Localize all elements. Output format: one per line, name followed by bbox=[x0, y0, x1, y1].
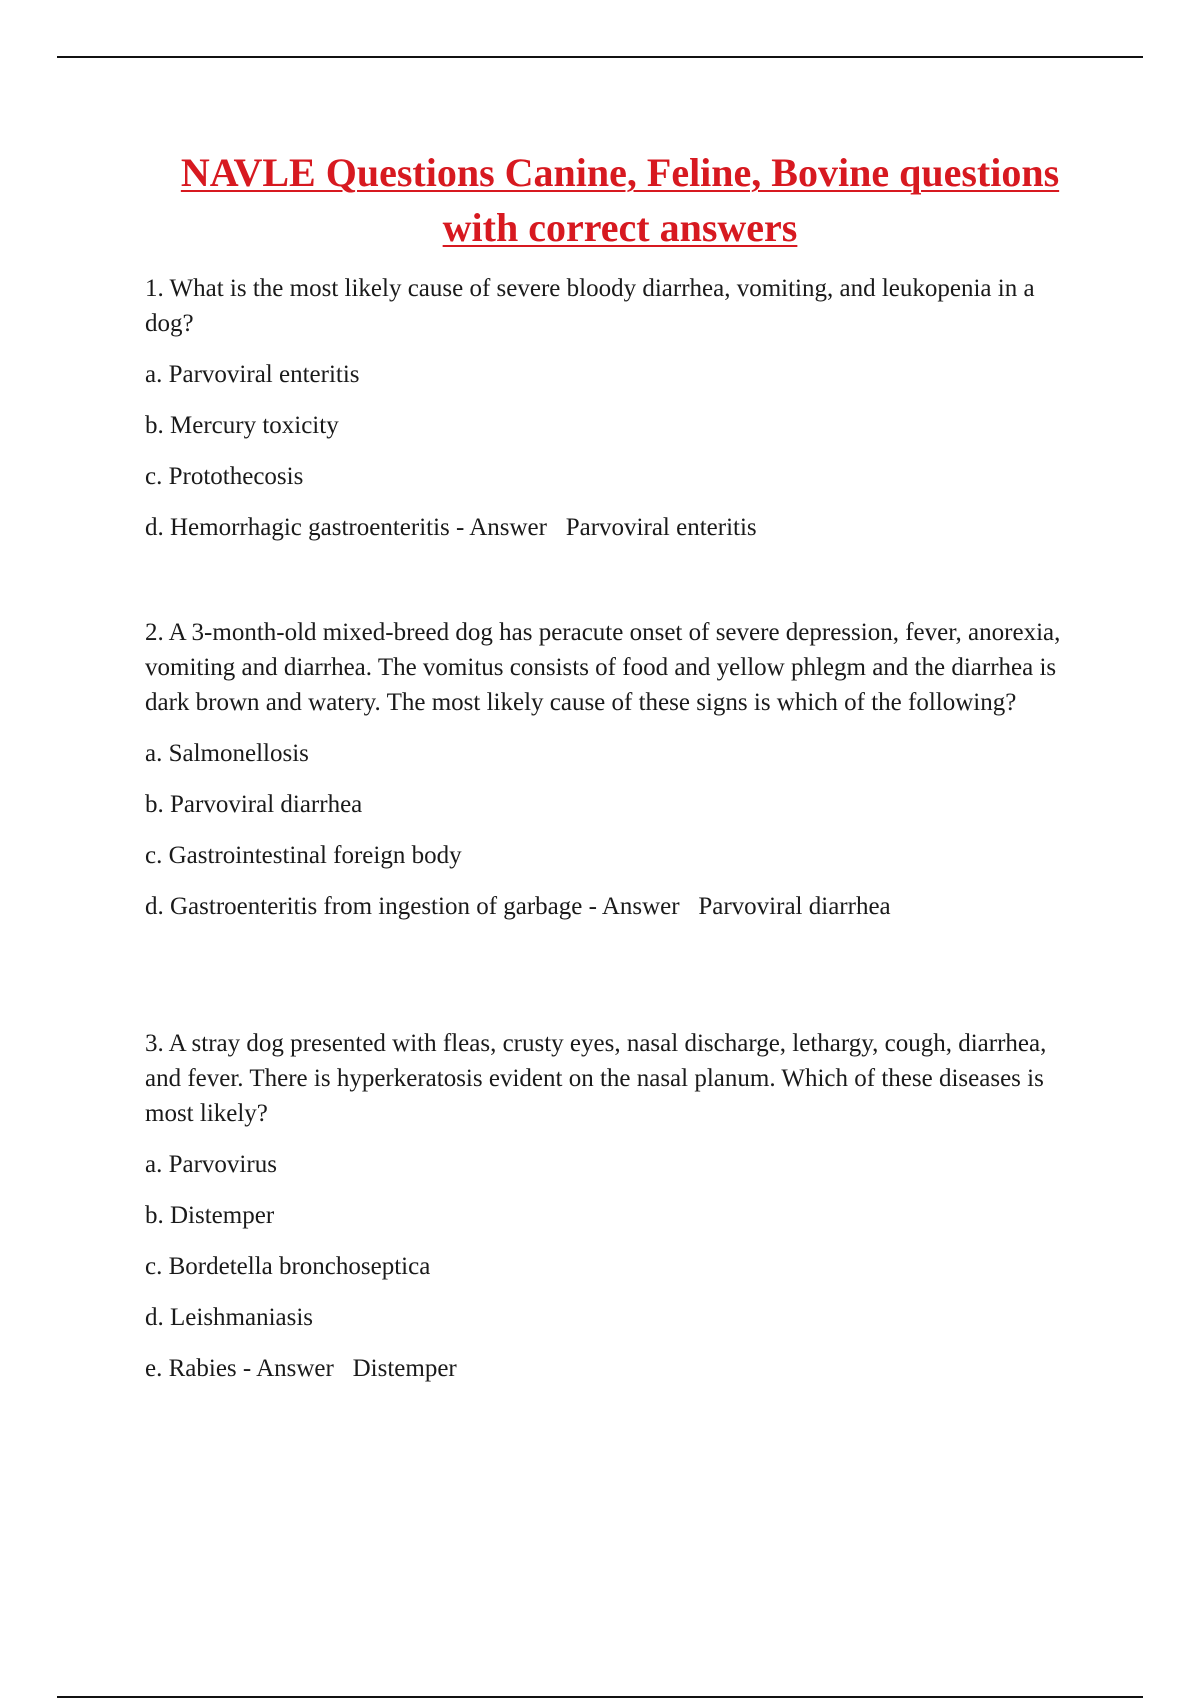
answer-value: Parvoviral enteritis bbox=[565, 514, 757, 541]
option-d: d. Hemorrhagic gastroenteritis bbox=[145, 514, 450, 541]
option-d: d. Gastroenteritis from ingestion of garbage bbox=[145, 893, 583, 920]
option-a: a. Parvoviral enteritis bbox=[145, 361, 360, 388]
option-e-with-answer: e. Rabies - Answer Distemper bbox=[145, 1355, 457, 1382]
answer-label: Answer bbox=[601, 893, 680, 920]
question-text: 3. A stray dog presented with fleas, crusty eyes, nasal discharge, lethargy, cough, diarrhea, and fever. There is hyperkeratosis evident on the nasal planum. Which of these diseases is most likely? bbox=[145, 1030, 1047, 1127]
option-b: b. Distemper bbox=[145, 1202, 275, 1229]
option-c: c. Bordetella bronchoseptica bbox=[145, 1253, 431, 1280]
option-c: c. Protothecosis bbox=[145, 463, 304, 490]
question-1 bbox=[145, 271, 1085, 561]
question-text: 2. A 3-month-old mixed-breed dog has peracute onset of severe depression, fever, anorexia, vomiting and diarrhea. The vomitus consists of food and yellow phlegm and the diarrhea is dark brown and watery. The most likely cause of these signs is which of the following? bbox=[145, 619, 1061, 716]
answer-label: Answer bbox=[469, 514, 547, 541]
option-d-with-answer: d. Hemorrhagic gastroenteritis - Answer Parvoviral enteritis bbox=[145, 514, 757, 541]
option-c: c. Gastrointestinal foreign body bbox=[145, 842, 462, 869]
option-a: a. Salmonellosis bbox=[145, 740, 309, 767]
option-b: b. Parvoviral diarrhea bbox=[145, 791, 363, 818]
option-b: b. Mercury toxicity bbox=[145, 412, 339, 439]
option-d-with-answer: d. Gastroenteritis from ingestion of garbage - Answer Parvoviral diarrhea bbox=[145, 893, 891, 920]
answer-value: Parvoviral diarrhea bbox=[698, 893, 891, 920]
option-d: d. Leishmaniasis bbox=[145, 1304, 314, 1331]
option-e: e. Rabies bbox=[145, 1355, 237, 1382]
question-3 bbox=[145, 1026, 1085, 1402]
bottom-rule bbox=[57, 1696, 1143, 1698]
question-2 bbox=[145, 615, 1085, 940]
option-a: a. Parvovirus bbox=[145, 1151, 277, 1178]
answer-value: Distemper bbox=[352, 1355, 457, 1382]
answer-label: Answer bbox=[256, 1355, 334, 1382]
question-text: 1. What is the most likely cause of severe bloody diarrhea, vomiting, and leukopenia in a dog? bbox=[145, 275, 1035, 337]
top-rule bbox=[57, 56, 1143, 58]
page-title: NAVLE Questions Canine, Feline, Bovine questions with correct answers bbox=[180, 150, 1060, 250]
